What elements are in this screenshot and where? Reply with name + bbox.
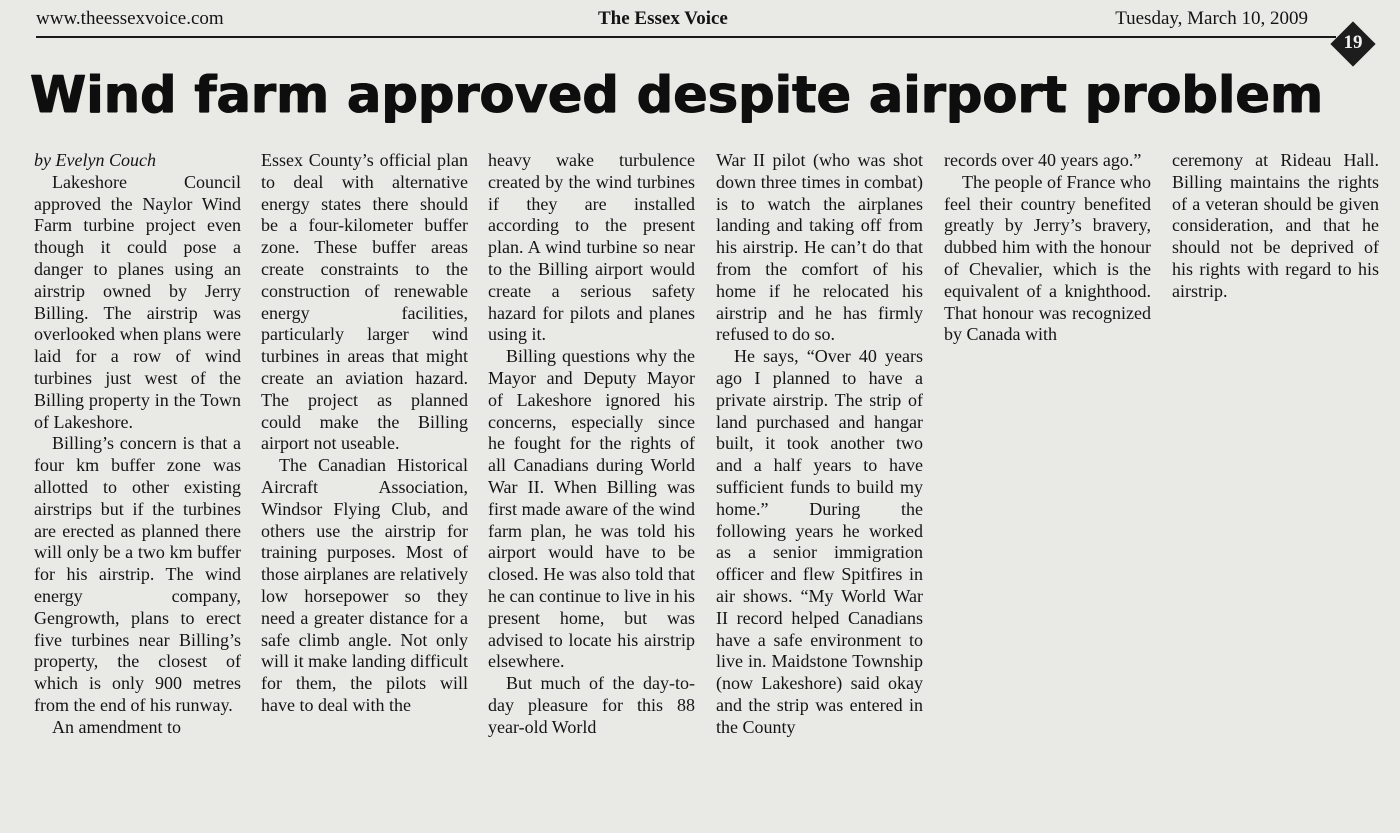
byline: by Evelyn Couch [34,150,156,170]
paragraph: heavy wake turbulence created by the wind turbines if they are installed according to the present plan. A wind turbine so near to the Billing airport would create a serious safety hazard for pilots and planes using it. [488,150,695,345]
masthead [36,6,1308,32]
paragraph: War II pilot (who was shot down three times in combat) is to watch the airplanes landing and taking off from his airstrip. He can’t do that from the comfort of his home if he relocated his airstrip and he has firmly refused to do so. [716,150,923,345]
article-column-6 [1172,150,1379,833]
paragraph: records over 40 years ago.” [944,150,1142,170]
paragraph: An amendment to [52,716,181,737]
article-column-4 [716,150,923,833]
article-column-2 [261,150,468,833]
masthead-rule [36,36,1336,38]
paragraph: The Canadian Historical Aircraft Association, Windsor Flying Club, and others use the airstrip for training purposes. Most of those airplanes are relatively low horsepower so they need a greater distance for a safe climb angle. Not only will it make landing difficult for them, the pilots will have to deal with the [261,455,468,715]
headline: Wind farm approved despite airport problem [30,66,1324,125]
paragraph: But much of the day-to-day pleasure for this 88 year-old World [488,673,695,737]
newspaper-name: The Essex Voice [598,8,728,29]
article-column-1 [34,150,241,833]
paragraph: Lakeshore Council approved the Naylor Wind Farm turbine project even though it could pose a danger to planes using an airstrip owned by Jerry Billing. The airstrip was overlooked when plans were laid for a row of wind turbines just west of the Billing property in the Town of Lakeshore. [34,171,241,432]
paragraph: Billing’s concern is that a four km buffer zone was allotted to other existing airstrips but if the turbines are erected as planned there will only be a two km buffer for his airstrip. The wind energy company, Gengrowth, plans to erect five turbines near Billing’s property, the closest of which is only 900 metres from the end of his runway. [34,433,241,715]
paragraph: The people of France who feel their country benefited greatly by Jerry’s bravery, dubbed him with the honour of Chevalier, which is the equivalent of a knighthood. That honour was recognized by Canada with [944,171,1151,345]
page-number: 19 [1343,32,1363,53]
website-url: www.theessexvoice.com [36,8,224,29]
article-column-5 [944,150,1151,833]
paragraph: Essex County’s official plan to deal with alternative energy states there should be a four-kilometer buffer zone. These buffer areas create constraints to the construction of renewable energy facilities, particularly larger wind turbines in areas that might create an aviation hazard. The project as planned could make the Billing airport not useable. [261,150,468,454]
paragraph: ceremony at Rideau Hall. Billing maintains the rights of a veteran should be given consideration, and that he should not be deprived of his rights with regard to his airstrip. [1172,150,1379,301]
paragraph: Billing questions why the Mayor and Deputy Mayor of Lakeshore ignored his concerns, especially since he fought for the rights of all Canadians during World War II. When Billing was first made aware of the wind farm plan, he was told his airport would have to be closed. He was also told that he can continue to live in his present home, but was advised to locate his airstrip elsewhere. [488,346,695,672]
paragraph: He says, “Over 40 years ago I planned to have a private airstrip. The strip of land purchased and hangar built, it took another two and a half years to have sufficient funds to build my home.” During the following years he worked as a senior immigration officer and flew Spitfires in air shows. “My World War II record helped Canadians have a safe environment to live in. Maidstone Township (now Lakeshore) said okay and the strip was entered in the County [716,346,923,737]
article-column-3 [488,150,695,833]
issue-date: Tuesday, March 10, 2009 [1115,8,1308,29]
